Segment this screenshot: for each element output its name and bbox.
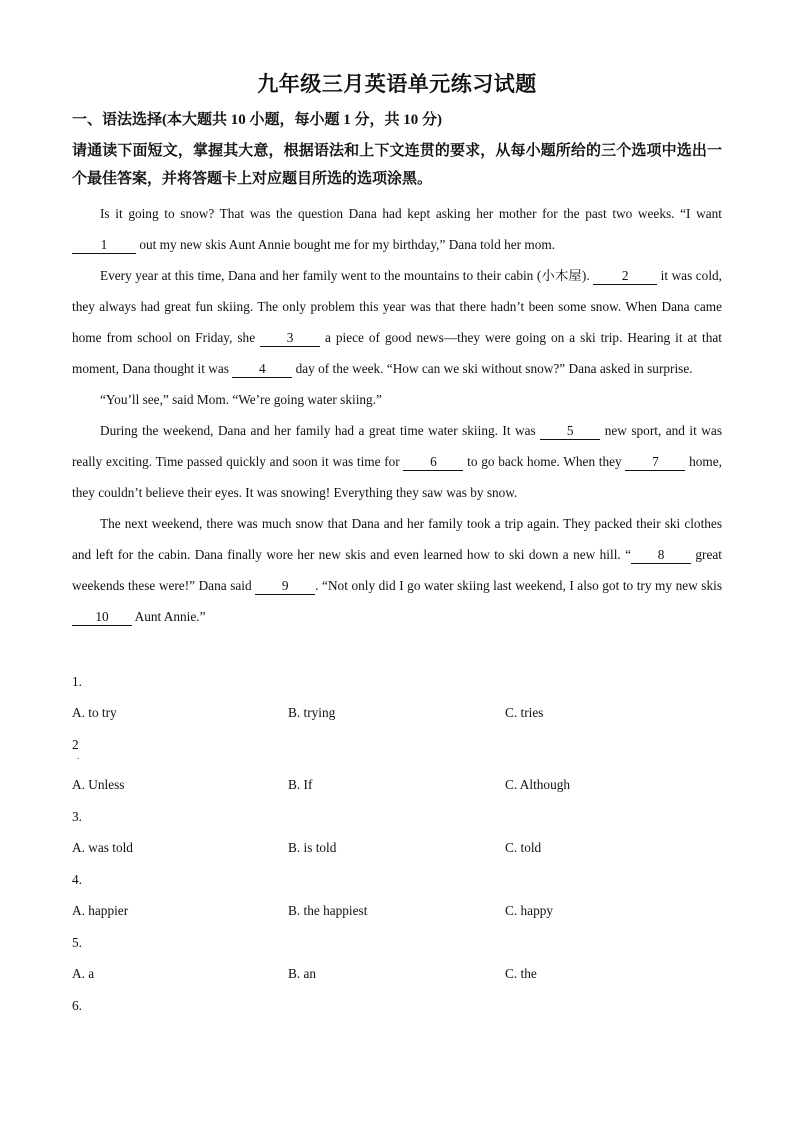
- passage-paragraph-4: [72, 415, 722, 508]
- passage-text: Every year at this time, Dana and her family went to the mountains to their cabin (小木屋).: [100, 268, 594, 283]
- passage-text: great weekends these were!” Dana said: [72, 547, 722, 593]
- option-c[interactable]: C. the: [505, 966, 537, 981]
- question-options: [72, 958, 722, 990]
- question-options: [72, 895, 722, 927]
- option-b[interactable]: B. trying: [288, 705, 336, 720]
- question-2: [72, 729, 722, 801]
- question-number: 1.: [72, 674, 82, 689]
- option-b[interactable]: B. an: [288, 966, 317, 981]
- option-a[interactable]: A. a: [72, 966, 95, 981]
- blank-4: 4: [232, 361, 292, 378]
- blank-10: 10: [72, 609, 132, 626]
- question-6: [72, 990, 722, 1021]
- passage-text: to go back home. When they: [463, 454, 626, 469]
- option-c[interactable]: C. told: [505, 840, 542, 855]
- question-3: [72, 801, 722, 864]
- option-a[interactable]: A. to try: [72, 705, 117, 720]
- passage-text: Aunt Annie.”: [132, 609, 206, 624]
- blank-1: 1: [72, 237, 136, 254]
- question-number: 4.: [72, 872, 82, 887]
- section-heading: 一、语法选择(本大题共 10 小题，每小题 1 分，共 10 分): [72, 112, 442, 128]
- option-c[interactable]: C. Although: [505, 777, 571, 792]
- option-b[interactable]: B. If: [288, 777, 313, 792]
- passage-paragraph-1: [72, 198, 722, 260]
- passage-text: out my new skis Aunt Annie bought me for my birthday,” Dana told her mom.: [136, 237, 556, 252]
- question-4: [72, 864, 722, 927]
- question-number: 5.: [72, 935, 82, 950]
- option-a[interactable]: A. was told: [72, 840, 133, 855]
- blank-9: 9: [255, 578, 315, 595]
- passage-text: The next weekend, there was much snow that Dana and her family took a trip again. They packed their ski clothes and left for the cabin. Dana finally wore her new skis and even learned how to ski down a new hill. “: [72, 516, 722, 562]
- question-options: [72, 832, 722, 864]
- question-options: [72, 769, 722, 801]
- passage-paragraph-5: [72, 508, 722, 632]
- passage-text: . “Not only did I go water skiing last weekend, I also got to try my new skis: [315, 578, 723, 593]
- question-options: [72, 697, 722, 729]
- option-c[interactable]: C. happy: [505, 903, 554, 918]
- passage-text: new sport, and it was really exciting. Time passed quickly and soon it was time for: [72, 423, 722, 469]
- question-5: [72, 927, 722, 990]
- passage-paragraph-2: [72, 260, 722, 384]
- blank-3: 3: [260, 330, 320, 347]
- blank-2: 2: [593, 268, 657, 285]
- option-c[interactable]: C. tries: [505, 705, 544, 720]
- option-b[interactable]: B. is told: [288, 840, 337, 855]
- question-list: [72, 666, 722, 1021]
- question-number-dot: .: [77, 751, 80, 761]
- blank-6: 6: [403, 454, 463, 471]
- option-b[interactable]: B. the happiest: [288, 903, 368, 918]
- passage-text: home, they couldn’t believe their eyes. It was snowing! Everything they saw was by snow.: [72, 454, 722, 500]
- passage-text: During the weekend, Dana and her family had a great time water skiing. It was: [100, 423, 541, 438]
- passage-text: Is it going to snow? That was the question Dana had kept asking her mother for the past two weeks. “I want: [100, 206, 722, 221]
- section-instructions: 请通读下面短文，掌握其大意，根据语法和上下文连贯的要求，从每小题所给的三个选项中选出一个最佳答案，并将答题卡上对应题目所选的选项涂黑。: [72, 143, 722, 187]
- passage-text: it was cold, they always had great fun skiing. The only problem this year was that there hadn’t been some snow. When Dana came home from school on Friday, she: [72, 268, 722, 345]
- blank-8: 8: [631, 547, 691, 564]
- question-number: 6.: [72, 998, 82, 1013]
- reading-passage: [72, 198, 722, 632]
- option-a[interactable]: A. happier: [72, 903, 129, 918]
- option-a[interactable]: A. Unless: [72, 777, 125, 792]
- blank-5: 5: [540, 423, 600, 440]
- page-title: 九年级三月英语单元练习试题: [257, 72, 537, 96]
- passage-text: day of the week. “How can we ski without snow?” Dana asked in surprise.: [292, 361, 693, 376]
- blank-7: 7: [625, 454, 685, 471]
- question-number-text: 2: [72, 737, 79, 752]
- question-1: [72, 666, 722, 729]
- passage-paragraph-3: “You’ll see,” said Mom. “We’re going water skiing.”: [100, 392, 382, 407]
- question-number: [72, 729, 722, 769]
- passage-text: a piece of good news—they were going on a ski trip. Hearing it at that moment, Dana thought it was: [72, 330, 722, 376]
- question-number: 3.: [72, 809, 82, 824]
